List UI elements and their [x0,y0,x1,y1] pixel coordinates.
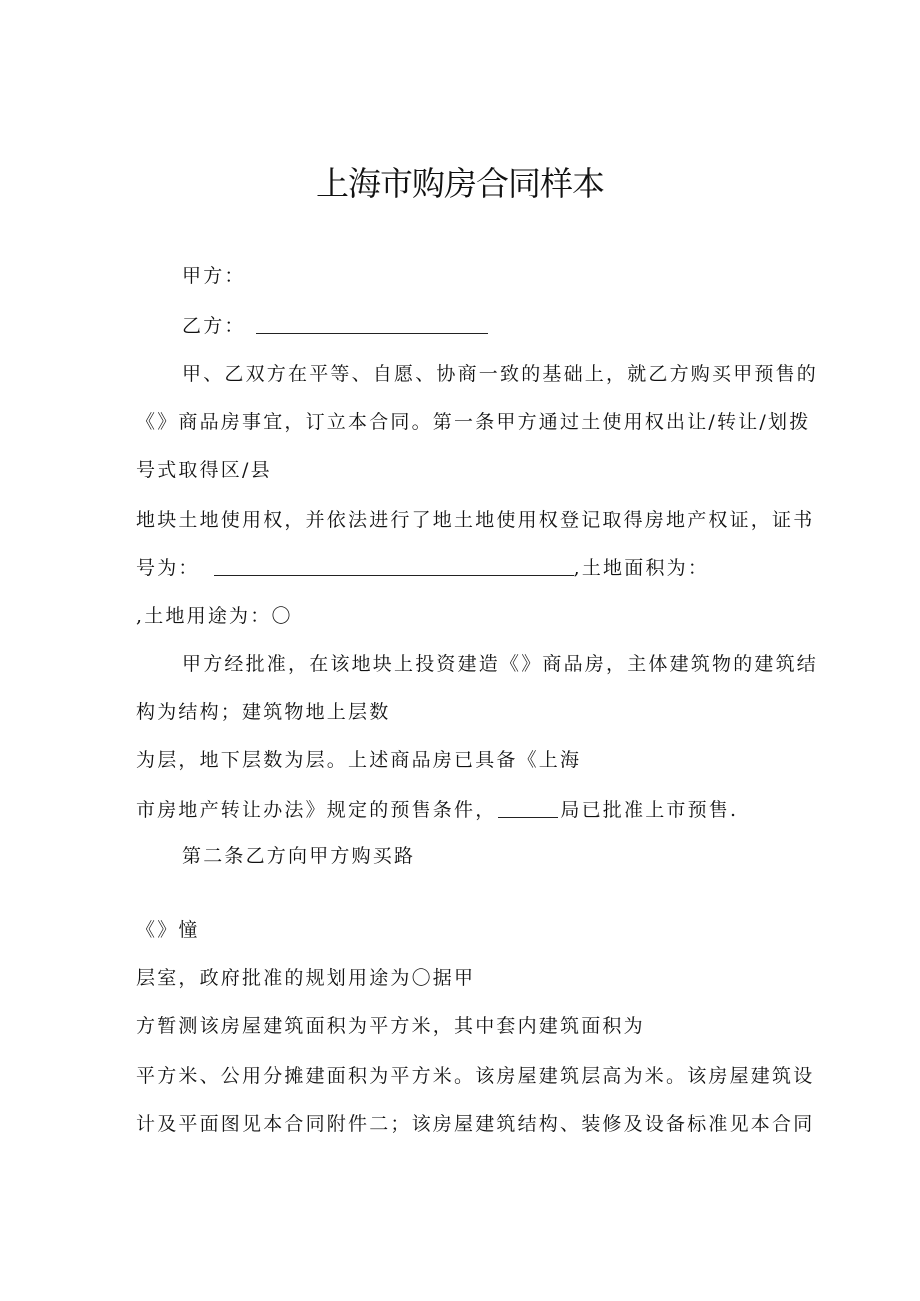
paragraph-line: 甲、乙双方在平等、自愿、协商一致的基础上，就乙方购买甲预售的 [182,363,819,385]
presale-text: 市房地产转让办法》规定的预售条件， [136,799,497,821]
paragraph-line: ,土地用途为：〇 [136,605,293,627]
party-b-label: 乙方： [182,315,246,337]
bureau-blank [498,799,558,818]
party-b-line [182,314,488,338]
paragraph-line: 构为结构；建筑物地上层数 [136,701,391,723]
presale-line [136,798,738,822]
document-title: 上海市购房合同样本 [316,164,604,203]
paragraph-line: 为层，地下层数为层。上述商品房已具备《上海 [136,749,582,771]
paragraph-line: 方暂测该房屋建筑面积为平方米，其中套内建筑面积为 [136,1015,645,1037]
paragraph-line: 地块土地使用权，并依法进行了地土地使用权登记取得房地产权证，证书 [136,509,815,531]
certificate-blank [214,557,574,576]
certificate-label: 号为： [136,557,200,579]
party-b-blank [256,315,488,334]
paragraph-line: 号式取得区/县 [136,459,272,481]
paragraph-line: 层室，政府批准的规划用途为〇据甲 [136,967,476,989]
paragraph-line: 《》商品房事宜，订立本合同。第一条甲方通过土使用权出让/转让/划拨 [136,411,811,433]
party-a-label: 甲方： [182,265,246,287]
paragraph-line: 甲方经批准，在该地块上投资建造《》商品房，主体建筑物的建筑结 [182,653,819,675]
paragraph-line: 平方米、公用分摊建面积为平方米。该房屋建筑层高为米。该房屋建筑设 [136,1065,815,1087]
article-two-heading: 第二条乙方向甲方购买路 [182,845,416,867]
party-a-line [182,264,246,288]
presale-approval-text: 局已批准上市预售. [560,799,739,821]
paragraph-line: 《》憧 [136,919,200,941]
land-area-label: ,土地面积为： [573,557,710,579]
certificate-line [136,556,709,580]
paragraph-line: 计及平面图见本合同附件二；该房屋建筑结构、装修及设备标准见本合同 [136,1113,815,1135]
